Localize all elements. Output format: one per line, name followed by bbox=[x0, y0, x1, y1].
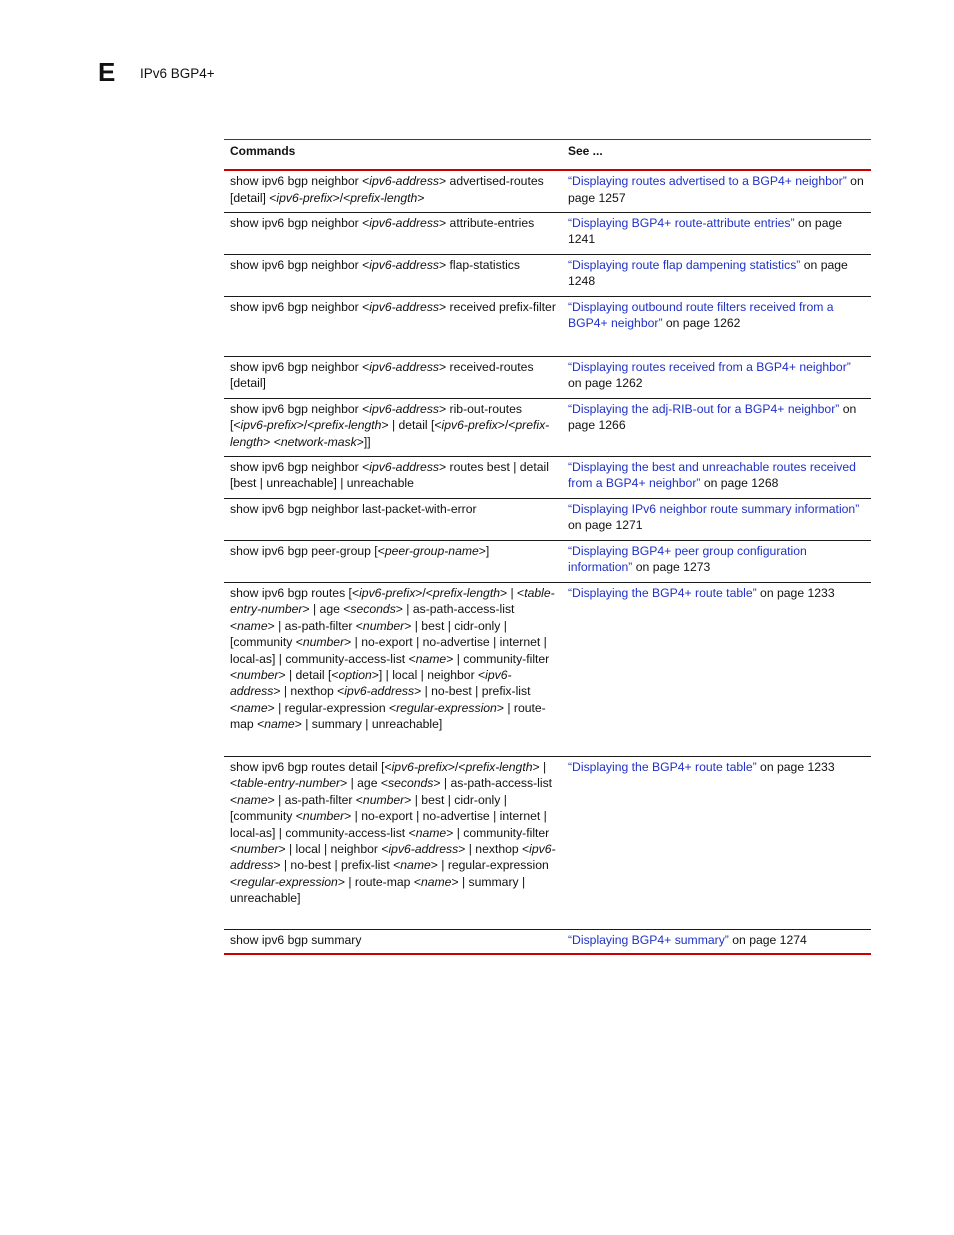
command-parameter: regular-expression bbox=[237, 874, 338, 889]
see-cell bbox=[562, 254, 871, 296]
table-body bbox=[224, 170, 871, 954]
command-text: > | route-map < bbox=[230, 700, 546, 732]
command-parameter: ipv6-prefix bbox=[441, 418, 498, 433]
command-text: > | local | neighbor < bbox=[278, 841, 389, 856]
command-parameter: ipv6-address bbox=[388, 841, 459, 856]
command-cell bbox=[224, 498, 562, 540]
command-cell bbox=[224, 929, 562, 954]
command-text: > | as-path-access-list < bbox=[230, 776, 553, 807]
page-reference: on page 1268 bbox=[700, 476, 779, 491]
page-reference: on page 1274 bbox=[728, 932, 807, 947]
command-text: > bbox=[417, 190, 425, 205]
table-row bbox=[224, 212, 871, 254]
command-parameter: prefix-length bbox=[432, 585, 500, 600]
command-text: show ipv6 bgp routes detail [< bbox=[230, 759, 392, 774]
command-text: >/< bbox=[497, 418, 516, 433]
command-parameter: table-entry-number bbox=[237, 776, 341, 791]
command-text: > | < bbox=[500, 585, 525, 600]
table-row bbox=[224, 356, 871, 398]
command-parameter: number bbox=[237, 841, 279, 856]
command-parameter: ipv6-prefix bbox=[359, 585, 416, 600]
page-reference: on page 1266 bbox=[568, 401, 857, 433]
command-parameter: prefix-length bbox=[314, 418, 382, 433]
command-cell bbox=[224, 212, 562, 254]
table-row bbox=[224, 170, 871, 212]
command-text: > rib-out-routes [< bbox=[230, 401, 523, 433]
table-row bbox=[224, 456, 871, 498]
command-parameter: name bbox=[400, 858, 431, 873]
cross-reference-link[interactable]: “Displaying BGP4+ peer group configuration information” bbox=[568, 543, 807, 575]
command-parameter: ipv6-address bbox=[230, 841, 556, 873]
command-parameter: number bbox=[362, 792, 405, 807]
command-text: show ipv6 bgp peer-group [< bbox=[230, 543, 385, 558]
cross-reference-link[interactable]: “Displaying the best and unreachable routes received from a BGP4+ neighbor” bbox=[568, 459, 856, 491]
command-text: > | no-best | prefix-list < bbox=[230, 684, 531, 715]
table-header-row bbox=[224, 140, 871, 171]
commands-table bbox=[224, 139, 871, 955]
command-text: >/< bbox=[332, 190, 351, 205]
command-text: > advertised-routes [detail] < bbox=[230, 174, 544, 205]
command-text: >] | local | neighbor < bbox=[371, 667, 486, 682]
page-reference: on page 1271 bbox=[568, 518, 643, 533]
command-parameter: prefix-length bbox=[230, 418, 550, 449]
page-reference: on page 1262 bbox=[568, 376, 643, 391]
table-row bbox=[224, 756, 871, 929]
cross-reference-link[interactable]: “Displaying routes received from a BGP4+ neighbor” bbox=[568, 359, 851, 374]
page-reference: on page 1248 bbox=[568, 257, 848, 289]
command-cell bbox=[224, 456, 562, 498]
command-parameter: ipv6-address bbox=[369, 299, 440, 314]
command-parameter: name bbox=[415, 651, 447, 666]
command-parameter: number bbox=[302, 809, 345, 824]
command-parameter: name bbox=[237, 618, 268, 633]
command-text: > | as-path-access-list < bbox=[230, 602, 515, 633]
see-column-header: See ... bbox=[568, 144, 603, 158]
command-text: > | best | cidr-only | [community < bbox=[230, 618, 507, 650]
see-cell bbox=[562, 540, 871, 582]
command-text: > | no-export | no-advertise | internet | local-as] | community-access-list < bbox=[230, 635, 547, 666]
table-row bbox=[224, 398, 871, 456]
command-parameter: ipv6-address bbox=[369, 174, 440, 189]
command-text: show ipv6 bgp neighbor < bbox=[230, 401, 370, 416]
command-parameter: ipv6-address bbox=[369, 215, 440, 230]
command-text: > | detail [< bbox=[381, 418, 442, 433]
command-cell bbox=[224, 398, 562, 456]
command-text: > flap-statistics bbox=[439, 257, 520, 272]
command-cell bbox=[224, 756, 562, 929]
page-reference: on page 1233 bbox=[756, 585, 835, 600]
command-text: >] bbox=[478, 543, 490, 558]
command-text: > | best | cidr-only | [community < bbox=[230, 792, 507, 824]
command-parameter: name bbox=[420, 874, 452, 889]
command-text: > | nexthop < bbox=[458, 841, 530, 856]
command-parameter: regular-expression bbox=[396, 700, 497, 715]
table-row bbox=[224, 254, 871, 296]
command-parameter: name bbox=[415, 825, 447, 840]
command-text: > | detail [< bbox=[278, 667, 339, 682]
command-text: > < bbox=[263, 434, 281, 449]
command-cell bbox=[224, 540, 562, 582]
table-row bbox=[224, 540, 871, 582]
command-parameter: number bbox=[362, 618, 405, 633]
command-parameter: ipv6-address bbox=[369, 401, 440, 416]
command-cell bbox=[224, 254, 562, 296]
command-text: > | as-path-filter < bbox=[267, 618, 363, 633]
chapter-title: IPv6 BGP4+ bbox=[140, 66, 215, 81]
command-parameter: name bbox=[237, 700, 268, 715]
command-text: > | age < bbox=[340, 776, 388, 791]
command-parameter: prefix-length bbox=[350, 190, 418, 205]
command-text: >/< bbox=[296, 418, 315, 433]
command-text: > routes best | detail [best | unreachable] | unreachable bbox=[230, 459, 549, 491]
page-reference: on page 1241 bbox=[568, 215, 843, 247]
command-text: show ipv6 bgp routes [< bbox=[230, 585, 360, 600]
command-text: > attribute-entries bbox=[439, 215, 535, 230]
cross-reference-link[interactable]: “Displaying routes advertised to a BGP4+ neighbor” bbox=[568, 174, 847, 189]
command-parameter: table-entry-number bbox=[230, 585, 555, 617]
see-cell bbox=[562, 756, 871, 929]
cross-reference-link[interactable]: “Displaying the adj-RIB-out for a BGP4+ neighbor” bbox=[568, 401, 840, 416]
table-row bbox=[224, 582, 871, 756]
command-text: > | regular-expression < bbox=[230, 858, 549, 889]
command-parameter: ipv6-prefix bbox=[391, 759, 448, 774]
command-text: > | no-export | no-advertise | internet | local-as] | community-access-list < bbox=[230, 809, 547, 840]
command-text: > | community-filter < bbox=[230, 651, 550, 682]
page-reference: on page 1262 bbox=[662, 316, 741, 331]
command-parameter: ipv6-prefix bbox=[276, 190, 333, 205]
cross-reference-link[interactable]: “Displaying IPv6 neighbor route summary information” bbox=[568, 501, 860, 516]
command-parameter: number bbox=[302, 635, 345, 650]
command-text: > | summary | unreachable] bbox=[230, 874, 526, 906]
commands-column-header: Commands bbox=[230, 144, 296, 158]
command-text: >/< bbox=[415, 585, 433, 600]
cross-reference-link[interactable]: “Displaying outbound route filters received from a BGP4+ neighbor” bbox=[568, 299, 834, 331]
appendix-letter: E bbox=[98, 57, 116, 87]
command-text: show ipv6 bgp summary bbox=[230, 932, 362, 947]
cross-reference-link[interactable]: “Displaying the BGP4+ route table” bbox=[568, 759, 757, 774]
command-parameter: prefix-length bbox=[465, 759, 533, 774]
command-text: show ipv6 bgp neighbor < bbox=[230, 459, 370, 474]
page-reference: on page 1257 bbox=[568, 174, 864, 205]
see-cell bbox=[562, 398, 871, 456]
see-cell bbox=[562, 296, 871, 356]
command-parameter: ipv6-prefix bbox=[240, 418, 297, 433]
see-cell bbox=[562, 212, 871, 254]
command-cell bbox=[224, 582, 562, 756]
command-parameter: name bbox=[264, 717, 295, 732]
command-cell bbox=[224, 296, 562, 356]
command-parameter: name bbox=[237, 792, 268, 807]
command-text: > | route-map < bbox=[337, 874, 421, 889]
command-text: > | nexthop < bbox=[273, 684, 345, 699]
command-parameter: option bbox=[338, 667, 372, 682]
command-text: > | community-filter < bbox=[230, 825, 550, 856]
see-cell bbox=[562, 929, 871, 954]
see-cell bbox=[562, 582, 871, 756]
command-parameter: seconds bbox=[388, 776, 434, 791]
command-parameter: seconds bbox=[350, 602, 396, 617]
command-text: show ipv6 bgp neighbor < bbox=[230, 215, 370, 230]
see-cell bbox=[562, 456, 871, 498]
see-cell bbox=[562, 498, 871, 540]
page-reference: on page 1233 bbox=[756, 759, 835, 774]
command-text: show ipv6 bgp neighbor < bbox=[230, 174, 370, 189]
command-text: > | summary | unreachable] bbox=[294, 717, 443, 732]
command-text: > | no-best | prefix-list < bbox=[273, 858, 401, 873]
table-row bbox=[224, 498, 871, 540]
command-parameter: peer-group-name bbox=[384, 543, 479, 558]
see-cell bbox=[562, 356, 871, 398]
command-text: > received prefix-filter bbox=[439, 299, 556, 314]
table-row bbox=[224, 929, 871, 954]
command-text: > | regular-expression < bbox=[267, 700, 397, 715]
command-text: > | as-path-filter < bbox=[267, 792, 363, 807]
see-cell bbox=[562, 170, 871, 212]
command-parameter: number bbox=[237, 667, 279, 682]
command-text: show ipv6 bgp neighbor last-packet-with-error bbox=[230, 501, 477, 516]
cross-reference-link[interactable]: “Displaying route flap dampening statistics” bbox=[568, 257, 801, 272]
command-text: show ipv6 bgp neighbor < bbox=[230, 299, 370, 314]
command-parameter: ipv6-address bbox=[344, 684, 415, 699]
command-text: show ipv6 bgp neighbor < bbox=[230, 257, 370, 272]
cross-reference-link[interactable]: “Displaying BGP4+ summary” bbox=[568, 932, 729, 947]
command-cell bbox=[224, 356, 562, 398]
cross-reference-link[interactable]: “Displaying the BGP4+ route table” bbox=[568, 585, 757, 600]
command-text: >]] bbox=[356, 434, 371, 449]
command-parameter: ipv6-address bbox=[230, 667, 512, 699]
command-parameter: ipv6-address bbox=[369, 257, 440, 272]
table-row bbox=[224, 296, 871, 356]
cross-reference-link[interactable]: “Displaying BGP4+ route-attribute entries” bbox=[568, 215, 795, 230]
command-parameter: network-mask bbox=[280, 434, 357, 449]
command-text: >/< bbox=[447, 759, 466, 774]
command-parameter: ipv6-address bbox=[369, 359, 440, 374]
page-reference: on page 1273 bbox=[632, 560, 711, 575]
command-parameter: ipv6-address bbox=[369, 459, 440, 474]
command-text: > | age < bbox=[302, 602, 351, 617]
command-text: show ipv6 bgp neighbor < bbox=[230, 359, 370, 374]
command-cell bbox=[224, 170, 562, 212]
command-text: > received-routes [detail] bbox=[230, 359, 534, 391]
command-text: > | < bbox=[230, 759, 547, 791]
